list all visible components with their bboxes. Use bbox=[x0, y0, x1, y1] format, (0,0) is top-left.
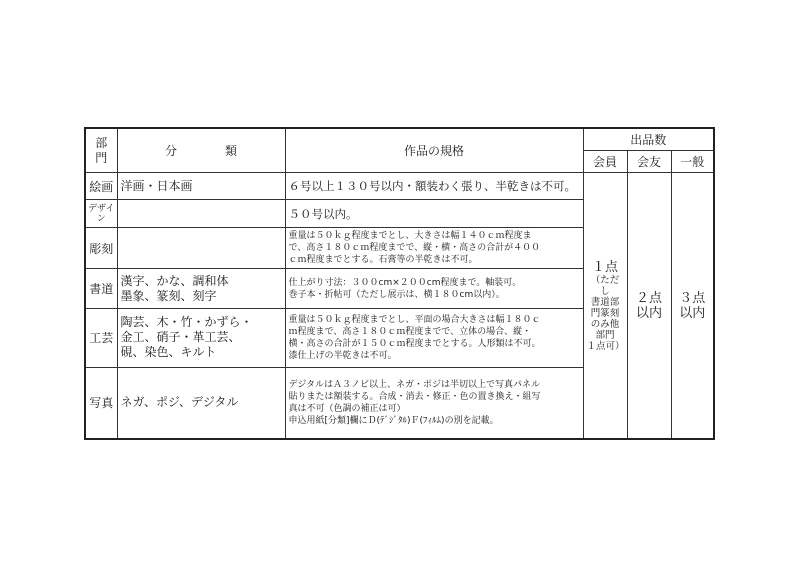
spec-line: 巻子本・折帖可（ただし展示は、横１８０cm以内）。 bbox=[288, 289, 505, 300]
spec-cell: ５０号以内。 bbox=[285, 200, 583, 227]
dept-cell bbox=[85, 200, 117, 227]
spec-line: 横・高さの合計が１５０ｃｍ程度までとする。人形類は不可。 bbox=[288, 338, 541, 349]
spec-cell bbox=[285, 269, 583, 309]
category-cell bbox=[117, 269, 285, 309]
spec-line: 仕上がり寸法：３００cm×２００cm程度まで。軸装可。 bbox=[288, 277, 522, 288]
exhibit-spec-table bbox=[84, 127, 715, 440]
spec-cell bbox=[285, 308, 583, 367]
category-cell bbox=[117, 308, 285, 367]
category-line: 硯、染色、キルト bbox=[120, 345, 217, 360]
category-line: 漢字、かな、調和体 bbox=[120, 273, 229, 288]
category-cell: 洋画・日本画 bbox=[117, 173, 285, 200]
count-general-line: 以内 bbox=[679, 305, 706, 321]
category-cell bbox=[117, 200, 285, 227]
header-friend: 会友 bbox=[627, 150, 671, 172]
table-row bbox=[85, 173, 714, 200]
spec-line: デジタルはＡ３ノビ以上、ネガ・ポジは半切以上で写真パネル bbox=[288, 379, 540, 390]
dept-cell: 彫刻 bbox=[85, 227, 117, 269]
dept-cell: 書道 bbox=[85, 269, 117, 309]
count-general bbox=[671, 173, 714, 439]
count-member-line: １点 bbox=[591, 259, 618, 275]
dept-cell: 工芸 bbox=[85, 308, 117, 367]
category-line: 金工、硝子・革工芸、 bbox=[120, 330, 241, 345]
count-member-line: のみ他 bbox=[590, 318, 620, 330]
spec-line: 貼りまたは額装する。合成・消去・修正・色の置き換え・組写 bbox=[288, 391, 541, 402]
header-general: 一般 bbox=[671, 150, 714, 172]
count-member-line: 部門 bbox=[595, 329, 615, 341]
spec-cell bbox=[285, 367, 583, 439]
spec-line: 重量は５０ｋｇ程度までとし、平面の場合大きさは幅１８０ｃ bbox=[288, 314, 541, 325]
count-member bbox=[583, 173, 627, 439]
spec-line: で、高さ１８０ｃｍ程度までで、縦・横・高さの合計が４００ bbox=[288, 243, 541, 254]
count-member-line: 門篆刻 bbox=[590, 307, 620, 319]
spec-line: 真は不可（色調の補正は可） bbox=[288, 403, 406, 414]
dept-label: デザイン bbox=[88, 203, 115, 224]
dept-cell: 写真 bbox=[85, 367, 117, 439]
spec-cell bbox=[285, 227, 583, 269]
spec-line: ｃｍ程度までとする。石膏等の半乾きは不可。 bbox=[288, 255, 478, 266]
count-general-line: ３点 bbox=[679, 290, 706, 306]
header-member: 会員 bbox=[583, 150, 627, 172]
count-member-line: １点可） bbox=[586, 340, 625, 352]
category-cell bbox=[117, 227, 285, 269]
spec-line: 申込用紙[分類]欄にＤ(ﾃﾞｼﾞﾀﾙ)Ｆ(ﾌｨﾙﾑ)の別を記載。 bbox=[288, 415, 499, 426]
header-dept bbox=[85, 128, 117, 173]
header-category-label: 分 類 bbox=[164, 144, 255, 159]
header-count: 出品数 bbox=[583, 128, 714, 150]
header-dept-label: 部門 bbox=[95, 135, 108, 165]
category-line: 墨象、篆刻、刻字 bbox=[120, 288, 217, 303]
spec-line: 漆仕上げの半乾きは不可。 bbox=[288, 350, 397, 361]
count-friend-line: ２点 bbox=[635, 290, 662, 306]
count-friend bbox=[627, 173, 671, 439]
count-friend-line: 以内 bbox=[635, 305, 662, 321]
header-spec: 作品の規格 bbox=[285, 128, 583, 173]
count-member-line: （ただし bbox=[590, 274, 620, 297]
spec-cell: ６号以上１３０号以内・額装わく張り、半乾きは不可。 bbox=[285, 173, 583, 200]
spec-line: ｍ程度まで、高さ１８０ｃｍ程度までで、立体の場合、縦・ bbox=[288, 326, 532, 337]
dept-cell: 絵画 bbox=[85, 173, 117, 200]
category-line: 陶芸、木・竹・かずら・ bbox=[120, 315, 253, 330]
category-cell: ネガ、ポジ、デジタル bbox=[117, 367, 285, 439]
header-category bbox=[117, 128, 285, 173]
spec-line: 重量は５０ｋｇ程度までとし、大きさは幅１４０ｃｍ程度ま bbox=[288, 231, 532, 242]
count-member-line: 書道部 bbox=[590, 296, 620, 308]
